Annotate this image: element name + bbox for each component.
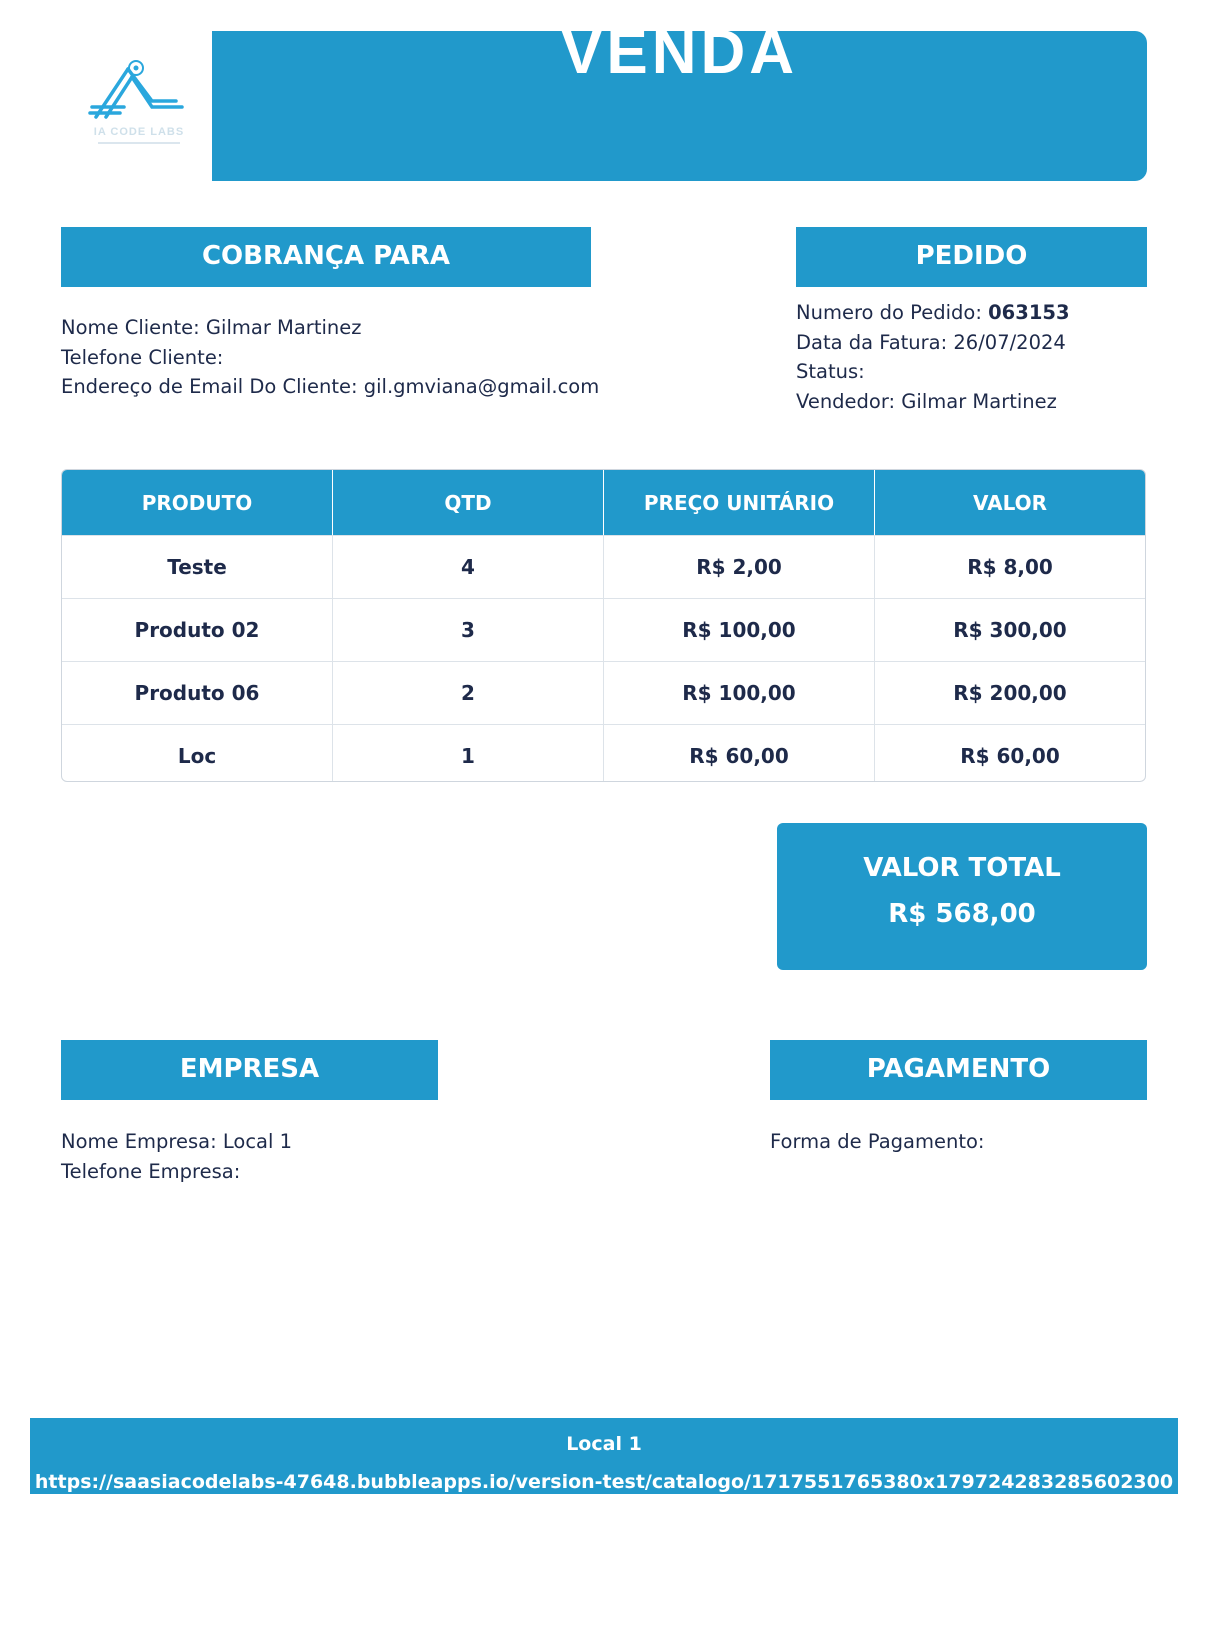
payment-info: [770, 1127, 1150, 1157]
logo-text: IA CODE LABS: [93, 126, 185, 138]
total-box: [777, 823, 1147, 970]
cell-value: R$ 200,00: [874, 662, 1145, 724]
cell-product: Produto 06: [134, 681, 260, 705]
order-number-value: 063153: [988, 301, 1070, 324]
items-table: [61, 469, 1146, 782]
page-title: VENDA: [560, 31, 799, 87]
cell-value: R$ 8,00: [874, 536, 1145, 598]
order-number: Numero do Pedido: 063153: [796, 301, 1070, 324]
client-phone: Telefone Cliente:: [61, 345, 224, 369]
order-status: Status:: [796, 360, 865, 383]
cell-unit-price: R$ 100,00: [603, 662, 874, 724]
client-name: Nome Cliente: Gilmar Martinez: [61, 316, 362, 339]
billing-info: [61, 313, 681, 402]
total-value: R$ 568,00: [888, 899, 1036, 929]
cell-unit-price: R$ 60,00: [603, 725, 874, 782]
billing-heading: COBRANÇA PARA: [61, 227, 591, 287]
order-heading: PEDIDO: [796, 227, 1147, 287]
cell-qty: 4: [332, 536, 603, 598]
table-row: [62, 661, 1145, 724]
cell-unit-price: R$ 100,00: [603, 599, 874, 661]
column-header-product: PRODUTO: [141, 490, 253, 515]
footer: [30, 1418, 1178, 1494]
table-row: [62, 598, 1145, 661]
column-header-value: VALOR: [874, 470, 1145, 535]
column-header-unit-price: PREÇO UNITÁRIO: [603, 470, 874, 535]
title-banner: [212, 31, 1147, 181]
cell-product: Produto 02: [134, 618, 260, 642]
cell-value: R$ 60,00: [874, 725, 1145, 782]
cell-unit-price: R$ 2,00: [603, 536, 874, 598]
footer-company: Local 1: [566, 1433, 642, 1455]
footer-url[interactable]: https://saasiacodelabs-47648.bubbleapps.io/version-test/catalogo/1717551765380x179724283285602300: [34, 1471, 1174, 1493]
cell-product: Teste: [167, 555, 227, 579]
invoice-date: Data da Fatura: 26/07/2024: [796, 330, 1066, 354]
cell-qty: 2: [332, 662, 603, 724]
total-label: VALOR TOTAL: [863, 853, 1061, 883]
cell-qty: 3: [332, 599, 603, 661]
seller: Vendedor: Gilmar Martinez: [796, 389, 1057, 413]
payment-method: Forma de Pagamento:: [770, 1130, 985, 1153]
payment-heading: PAGAMENTO: [770, 1040, 1147, 1100]
client-email: Endereço de Email Do Cliente: gil.gmviana@gmail.com: [61, 375, 600, 398]
company-heading: EMPRESA: [61, 1040, 438, 1100]
cell-qty: 1: [332, 725, 603, 782]
column-header-qty: QTD: [332, 470, 603, 535]
cell-value: R$ 300,00: [874, 599, 1145, 661]
company-info: [61, 1127, 561, 1186]
company-logo: [84, 55, 194, 155]
table-row: [62, 535, 1145, 598]
company-phone: Telefone Empresa:: [61, 1159, 241, 1183]
table-header-row: [62, 470, 1145, 535]
company-name: Nome Empresa: Local 1: [61, 1130, 293, 1153]
order-info: [796, 298, 1156, 416]
cell-product: Loc: [177, 744, 217, 768]
table-row: [62, 724, 1145, 782]
